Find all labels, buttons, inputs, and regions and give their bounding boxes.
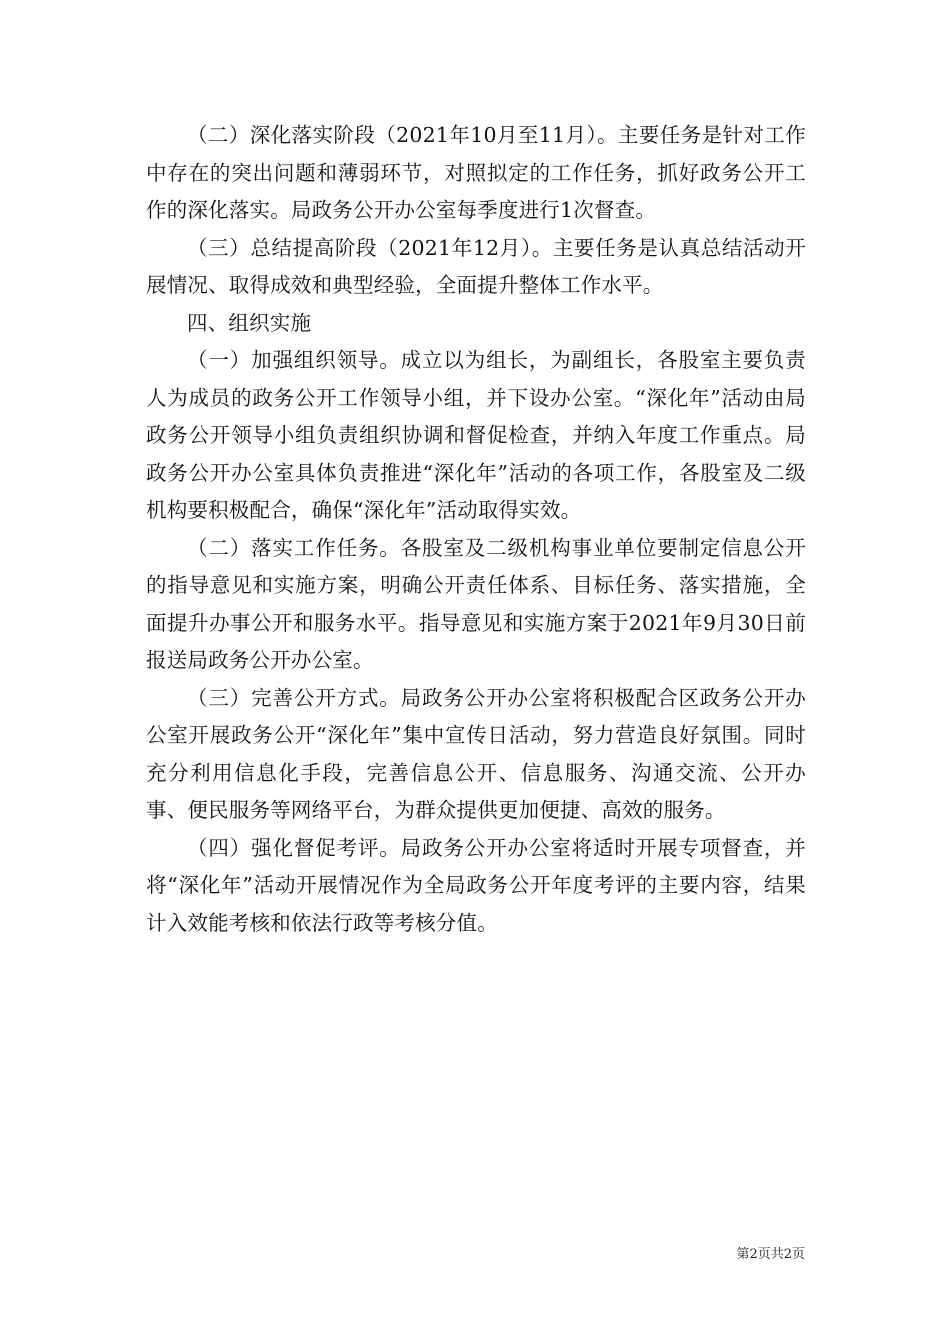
paragraph-leadership: （一）加强组织领导。成立以为组长，为副组长，各股室主要负责人为成员的政务公开工作领导小组，并下设办公室。“深化年”活动由局政务公开领导小组负责组织协调和督促检查，并纳入年度工作重点。局政务公开办公室具体负责推进“深化年”活动的各项工作，各股室及二级机构要积极配合，确保“深化年”活动取得实效。: [146, 348, 806, 522]
paragraph-stage-three: （三）总结提高阶段（2021年12月）。主要任务是认真总结活动开展情况、取得成效和典型经验，全面提升整体工作水平。: [146, 235, 806, 297]
section-heading: 四、组织实施: [187, 310, 312, 335]
paragraph-stage-two: （二）深化落实阶段（2021年10月至11月）。主要任务是针对工作中存在的突出问题和薄弱环节，对照拟定的工作任务，抓好政务公开工作的深化落实。局政务公开办公室每季度进行1次督查。: [146, 123, 806, 222]
page-number-footer: 第2页共2页: [736, 1247, 805, 1262]
document-body: [146, 117, 806, 942]
paragraph-methods: （三）完善公开方式。局政务公开办公室将积极配合区政务公开办公室开展政务公开“深化年”集中宣传日活动，努力营造良好氛围。同时充分利用信息化手段，完善信息公开、信息服务、沟通交流、公开办事、便民服务等网络平台，为群众提供更加便捷、高效的服务。: [146, 685, 806, 822]
paragraph-tasks: （二）落实工作任务。各股室及二级机构事业单位要制定信息公开的指导意见和实施方案，明确公开责任体系、目标任务、落实措施，全面提升办事公开和服务水平。指导意见和实施方案于2021年9月30日前报送局政务公开办公室。: [146, 535, 806, 672]
paragraph-evaluation: （四）强化督促考评。局政务公开办公室将适时开展专项督查，并将“深化年”活动开展情况作为全局政务公开年度考评的主要内容，结果计入效能考核和依法行政等考核分值。: [146, 835, 806, 935]
